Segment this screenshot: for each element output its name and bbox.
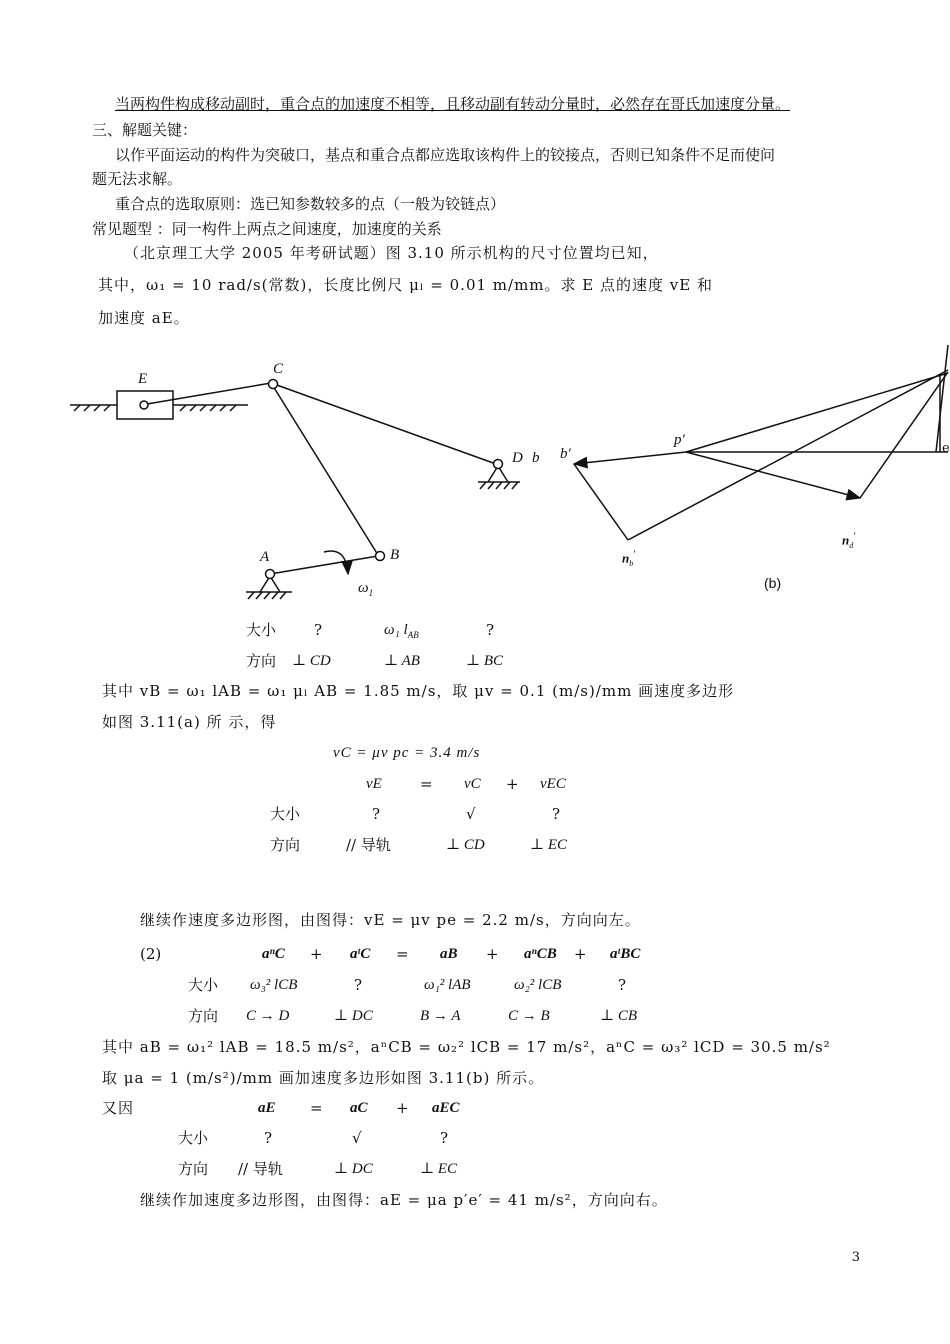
ve-size-3: ? — [552, 805, 561, 823]
poly-label-nb: $n_b'$ — [622, 549, 636, 568]
ae-term-5: aB — [440, 946, 458, 962]
ve-term-1: vE — [366, 776, 382, 792]
ground-pivot-D — [478, 466, 520, 489]
ground-pivot-A — [246, 576, 292, 599]
para2: 重合点的选取原则：选已知参数较多的点（一般为铰链点） — [115, 195, 506, 213]
acceleration-polygon — [574, 345, 948, 540]
acc-text-line1: 其中 aB = ω₁² lAB = 18.5 m/s²，aⁿCB = ω₂² lCB = 17 m/s²，aⁿC = ω₃² lCD = 30.5 m/s² — [102, 1038, 831, 1056]
ve-term-3: vC — [464, 776, 481, 792]
ae2-term-4: + — [396, 1099, 409, 1117]
figure-caption-b: (b) — [764, 575, 782, 591]
section-heading-3: 三、解题关键： — [92, 121, 198, 139]
vt1-dir-2: ⊥ AB — [384, 653, 420, 669]
vt1-size-3: ? — [486, 621, 495, 639]
ae-term-4: = — [396, 945, 409, 963]
vt1-dir-3: ⊥ BC — [466, 653, 504, 669]
vt1-size-2: ω₁ $l_{AB}$ — [384, 622, 419, 640]
ve-size-label: 大小 — [270, 805, 301, 823]
acc-text-line2: 取 μa = 1 (m/s²)/mm 画加速度多边形如图 3.11(b) 所示。 — [102, 1069, 545, 1087]
problem-line2: 其中，ω₁ = 10 rad/s(常数)，长度比例尺 μₗ = 0.01 m/mm。求 E 点的速度 vE 和 — [98, 276, 713, 294]
acc-text-line3: 又因 — [102, 1099, 135, 1117]
ae-dir-5: ⊥ CB — [600, 1008, 638, 1024]
ae-term-7: aⁿCB — [524, 946, 557, 962]
problem-line3: 加速度 aE。 — [98, 309, 190, 327]
link-CB — [273, 386, 378, 555]
label-E: E — [138, 371, 148, 387]
ae2-size-label: 大小 — [178, 1129, 209, 1147]
ve-size-1: ? — [372, 805, 381, 823]
ae-dir-label: 方向 — [188, 1007, 219, 1025]
ae-term-1: aⁿC — [262, 946, 285, 962]
ae2-term-3: aC — [350, 1100, 368, 1116]
ve-dir-1: // 导轨 — [346, 836, 391, 854]
ve-dir-label: 方向 — [270, 836, 301, 854]
acc-result: 继续作加速度多边形图，由图得：aE = μa p′e′ = 41 m/s²，方向向右。 — [140, 1191, 668, 1209]
link-CD — [274, 384, 496, 464]
poly-label-e: e — [942, 441, 950, 456]
vel-result: 继续作速度多边形图，由图得：vE = μv pe = 2.2 m/s，方向向左。 — [140, 911, 641, 929]
vt1-dir-1: ⊥ CD — [292, 653, 331, 669]
poly-label-pprime: p′ — [674, 432, 685, 448]
label-omega: $\omega_1$ — [358, 580, 374, 598]
ae2-dir-2: ⊥ DC — [334, 1161, 373, 1177]
label-A: A — [260, 549, 270, 565]
vt1-size-1: ? — [314, 621, 323, 639]
ae2-size-2: √ — [352, 1129, 362, 1147]
problem-line1: （北京理工大学 2005 年考研试题）图 3.10 所示机构的尺寸位置均已知， — [124, 244, 659, 262]
label-C: C — [273, 361, 284, 377]
label-D: D — [512, 450, 523, 466]
ae-size-label: 大小 — [188, 976, 219, 994]
poly-label-nd: $n_d'$ — [842, 531, 856, 550]
ae-size-3: ω₁² lAB — [424, 977, 471, 993]
link-AB — [270, 556, 378, 574]
vt1-dir-label: 方向 — [246, 652, 277, 670]
ve-dir-2: ⊥ CD — [446, 837, 485, 853]
ve-term-2: = — [420, 775, 433, 793]
ae-dir-1: C → D — [246, 1008, 290, 1024]
ae-term-9: aᵗBC — [610, 946, 641, 962]
ae-size-4: ω₂² lCB — [514, 977, 562, 993]
ae-size-5: ? — [618, 976, 627, 994]
para3: 常见题型 ：同一构件上两点之间速度，加速度的关系 — [92, 220, 442, 238]
ae-term-3: aᵗC — [350, 946, 371, 962]
ae-dir-3: B → A — [420, 1008, 461, 1024]
ve-dir-3: ⊥ EC — [530, 837, 568, 853]
ae2-term-5: aEC — [432, 1100, 460, 1116]
ve-size-2: √ — [466, 805, 476, 823]
ve-term-5: vEC — [540, 776, 566, 792]
label-b: b — [532, 450, 540, 466]
vel-text-line1: 其中 vB = ω₁ lAB = ω₁ μₗ AB = 1.85 m/s，取 μv = 0.1 (m/s)/mm 画速度多边形 — [102, 682, 735, 700]
ae-dir-2: ⊥ DC — [334, 1008, 373, 1024]
page-number: 3 — [851, 1250, 860, 1265]
vt1-size-label: 大小 — [246, 621, 277, 639]
ae-term-2: + — [310, 945, 323, 963]
ae2-size-1: ? — [264, 1129, 273, 1147]
para1-line2: 题无法求解。 — [92, 170, 183, 188]
poly-label-bprime: b′ — [560, 446, 571, 462]
mechanism-figure — [0, 0, 950, 620]
ae2-term-1: aE — [258, 1100, 276, 1116]
vel-vc: vC = μv pc = 3.4 m/s — [333, 745, 481, 761]
vel-text-line2: 如图 3.11(a) 所 示，得 — [102, 713, 277, 731]
intro-underlined-line: 当两构件构成移动副时，重合点的加速度不相等，且移动副有转动分量时，必然存在哥氏加速度分量。 — [115, 95, 791, 113]
ae2-dir-1: // 导轨 — [238, 1160, 283, 1178]
ae2-dir-3: ⊥ EC — [420, 1161, 458, 1177]
label-B: B — [390, 547, 400, 563]
ae2-term-2: = — [310, 1099, 323, 1117]
ae-term-8: + — [574, 945, 587, 963]
ae-term-6: + — [486, 945, 499, 963]
ae2-dir-label: 方向 — [178, 1160, 209, 1178]
ae-size-2: ? — [354, 976, 363, 994]
ae2-size-3: ? — [440, 1129, 449, 1147]
ae-dir-4: C → B — [508, 1008, 550, 1024]
ae-size-1: ω₃² lCB — [250, 977, 298, 993]
para1-line1: 以作平面运动的构件为突破口，基点和重合点都应选取该构件上的铰接点，否则已知条件不足而使问 — [115, 146, 776, 164]
ve-term-4: + — [506, 775, 519, 793]
acc-eq-number: (2) — [140, 945, 162, 963]
